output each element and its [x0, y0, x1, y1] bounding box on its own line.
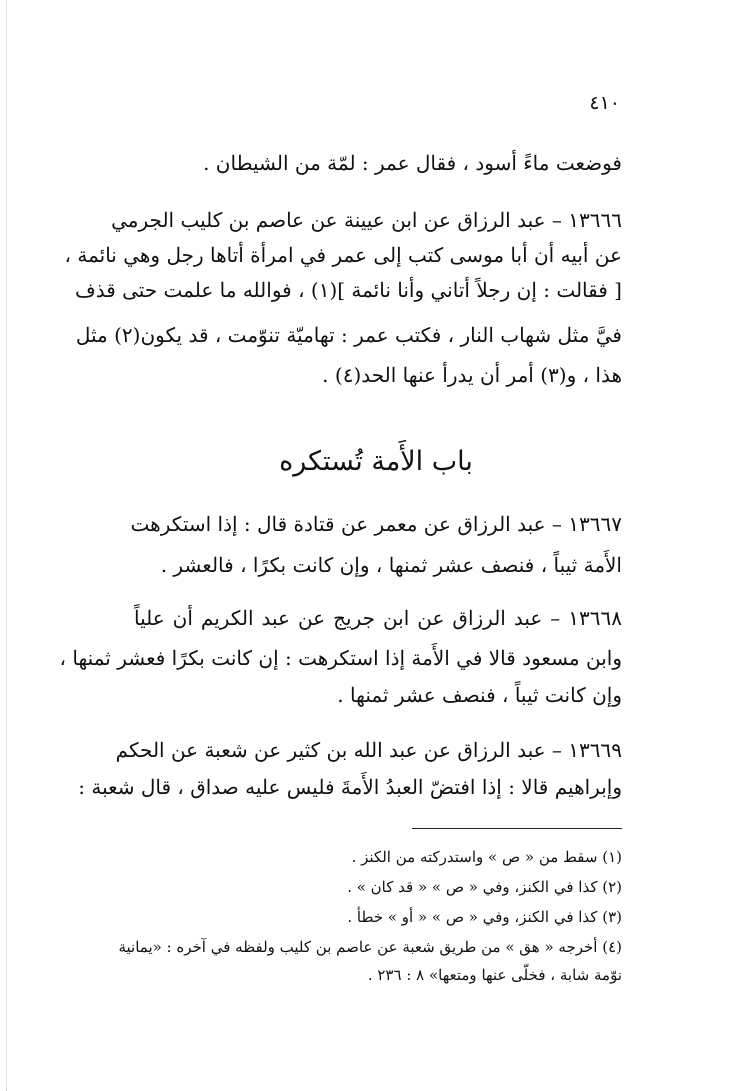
footnote-separator — [412, 828, 622, 829]
text-line-13667-1: ١٣٦٦٧ – عبد الرزاق عن معمر عن قتادة قال : إذا استكرهت — [130, 512, 622, 536]
text-line-continuation: فوضعت ماءً أسود ، فقال عمر : لمّة من الشيطان . — [203, 151, 622, 175]
text-line-13668-3: وإن كانت ثيباً ، فنصف عشر ثمنها . — [337, 683, 622, 707]
footnote-2: (٢) كذا في الكنز، وفي « ص » « قد كان » . — [347, 878, 622, 896]
page-edge-dotted-line — [6, 0, 7, 1091]
text-line-13666-2: عن أبيه أن أبا موسى كتب إلى عمر في امرأة أتاها رجل وهي نائمة ، — [64, 243, 622, 267]
footnote-4-continuation: نوّمة شابة ، فخلّى عنها ومتعها» ٨ : ٢٣٦ . — [367, 966, 622, 984]
page-number: ٤١٠ — [589, 92, 620, 114]
text-line-13669-2: وإبراهيم قالا : إذا افتضّ العبدُ الأَمةَ فليس عليه صداق ، قال شعبة : — [78, 775, 622, 799]
text-line-13666-1: ١٣٦٦٦ – عبد الرزاق عن ابن عيينة عن عاصم بن كليب الجرمي — [111, 208, 622, 232]
footnote-4: (٤) أخرجه « هق » من طريق شعبة عن عاصم بن كليب ولفظه في آخره : «يمانية — [118, 938, 622, 956]
text-line-13666-5: هذا ، و(٣) أمر أن يدرأ عنها الحد(٤) . — [322, 363, 622, 387]
footnote-1: (١) سقط من « ص » واستدركته من الكنز . — [351, 848, 622, 866]
text-line-13667-2: الأَمة ثيباً ، فنصف عشر ثمنها ، وإن كانت بكرًا ، فالعشر . — [160, 553, 622, 577]
text-line-13668-1: ١٣٦٦٨ – عبد الرزاق عن ابن جريج عن عبد الكريم أن علياً — [134, 606, 622, 630]
section-heading: باب الأَمة تُستكره — [279, 446, 473, 477]
text-line-13669-1: ١٣٦٦٩ – عبد الرزاق عن عبد الله بن كثير عن شعبة عن الحكم — [115, 738, 622, 762]
text-line-13668-2: وابن مسعود قالا في الأَمة إذا استكرهت : إن كانت بكرًا فعشر ثمنها ، — [59, 646, 622, 670]
text-line-13666-4: فيَّ مثل شهاب النار ، فكتب عمر : تهاميّة تنوّمت ، قد يكون(٢) مثل — [75, 323, 622, 347]
footnote-3: (٣) كذا في الكنز، وفي « ص » « أو » خطأ . — [347, 908, 622, 926]
text-line-13666-3: [ فقالت : إن رجلاً أتاني وأنا نائمة ](١) ، فوالله ما علمت حتى قذف — [74, 278, 622, 302]
